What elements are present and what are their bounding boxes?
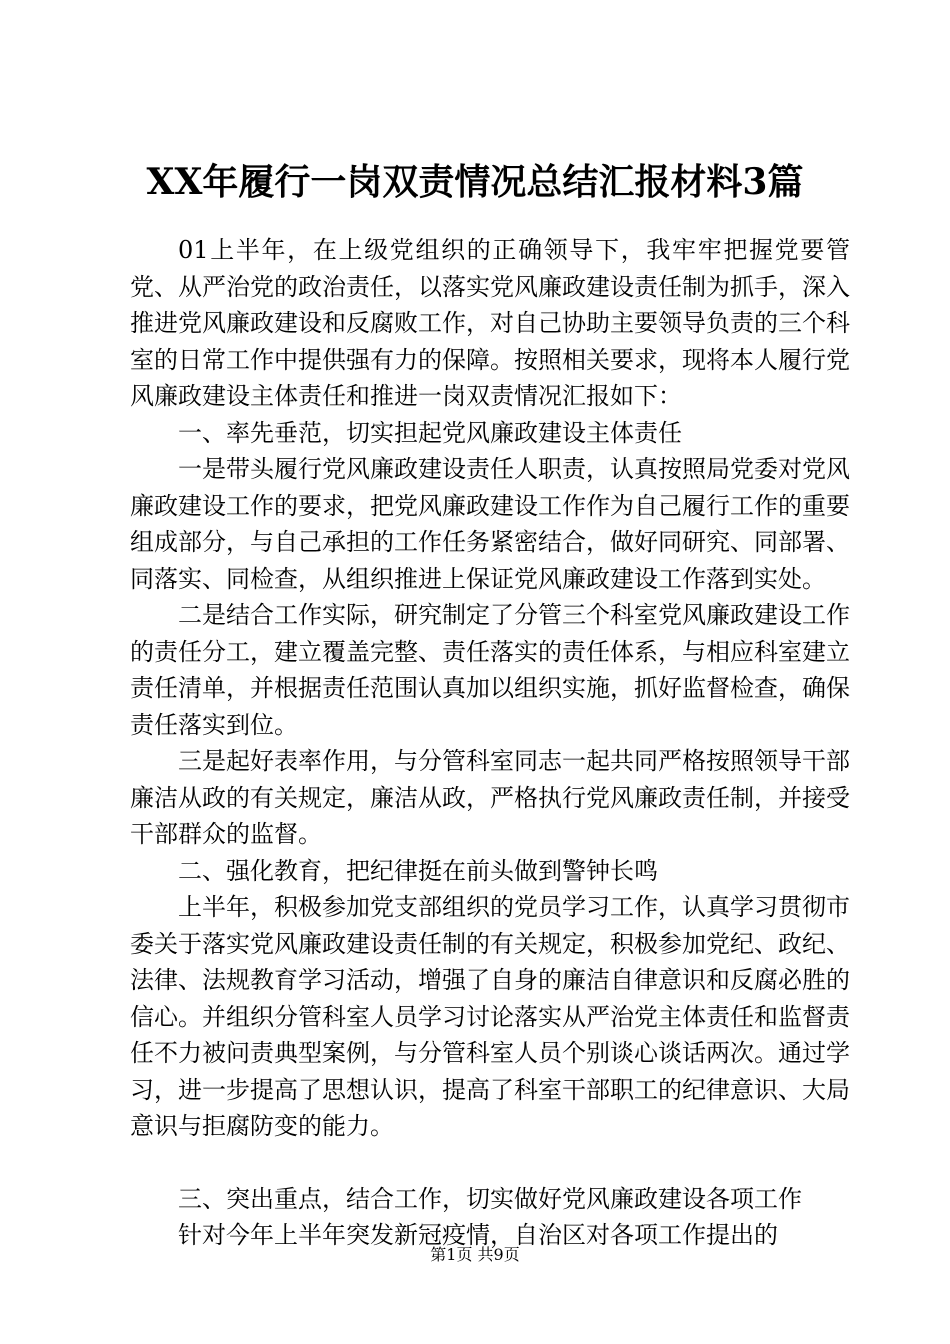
paragraph-intro: 01上半年，在上级党组织的正确领导下，我牢牢把握党要管党、从严治党的政治责任，以落实党风廉政建设责任制为抓手，深入推进党风廉政建设和反腐败工作，对自己协助主要领导负责的三个科室的日常工作中提供强有力的保障。按照相关要求，现将本人履行党风廉政建设主体责任和推进一岗双责情况汇报如下： [130, 236, 850, 410]
page-number-footer: 第1页 共9页 [430, 1245, 520, 1264]
paragraph-1-1: 一是带头履行党风廉政建设责任人职责，认真按照局党委对党风廉政建设工作的要求，把党风廉政建设工作作为自己履行工作的重要组成部分，与自己承担的工作任务紧密结合，做好同研究、同部署、同落实、同检查，从组织推进上保证党风廉政建设工作落到实处。 [130, 455, 850, 593]
section-heading-2: 二、强化教育，把纪律挺在前头做到警钟长鸣 [178, 856, 658, 885]
section-heading-1: 一、率先垂范，切实担起党风廉政建设主体责任 [178, 418, 682, 447]
section-heading-3: 三、突出重点，结合工作，切实做好党风廉政建设各项工作 [178, 1184, 802, 1213]
document-title: XX年履行一岗双责情况总结汇报材料3篇 [146, 161, 804, 203]
paragraph-3-1: 针对今年上半年突发新冠疫情，自治区对各项工作提出的 [178, 1221, 778, 1249]
paragraph-1-3: 三是起好表率作用，与分管科室同志一起共同严格按照领导干部廉洁从政的有关规定，廉洁从政，严格执行党风廉政责任制，并接受干部群众的监督。 [130, 747, 850, 848]
paragraph-2-1: 上半年，积极参加党支部组织的党员学习工作，认真学习贯彻市委关于落实党风廉政建设责任制的有关规定，积极参加党纪、政纪、法律、法规教育学习活动，增强了自身的廉洁自律意识和反腐必胜的信心。并组织分管科室人员学习讨论落实从严治党主体责任和监督责任不力被问责典型案例，与分管科室人员个别谈心谈话两次。通过学习，进一步提高了思想认识，提高了科室干部职工的纪律意识、大局意识与拒腐防变的能力。 [130, 893, 850, 1140]
paragraph-1-2: 二是结合工作实际，研究制定了分管三个科室党风廉政建设工作的责任分工，建立覆盖完整、责任落实的责任体系，与相应科室建立责任清单，并根据责任范围认真加以组织实施，抓好监督检查，确保责任落实到位。 [130, 601, 850, 739]
document-body [130, 232, 850, 1254]
